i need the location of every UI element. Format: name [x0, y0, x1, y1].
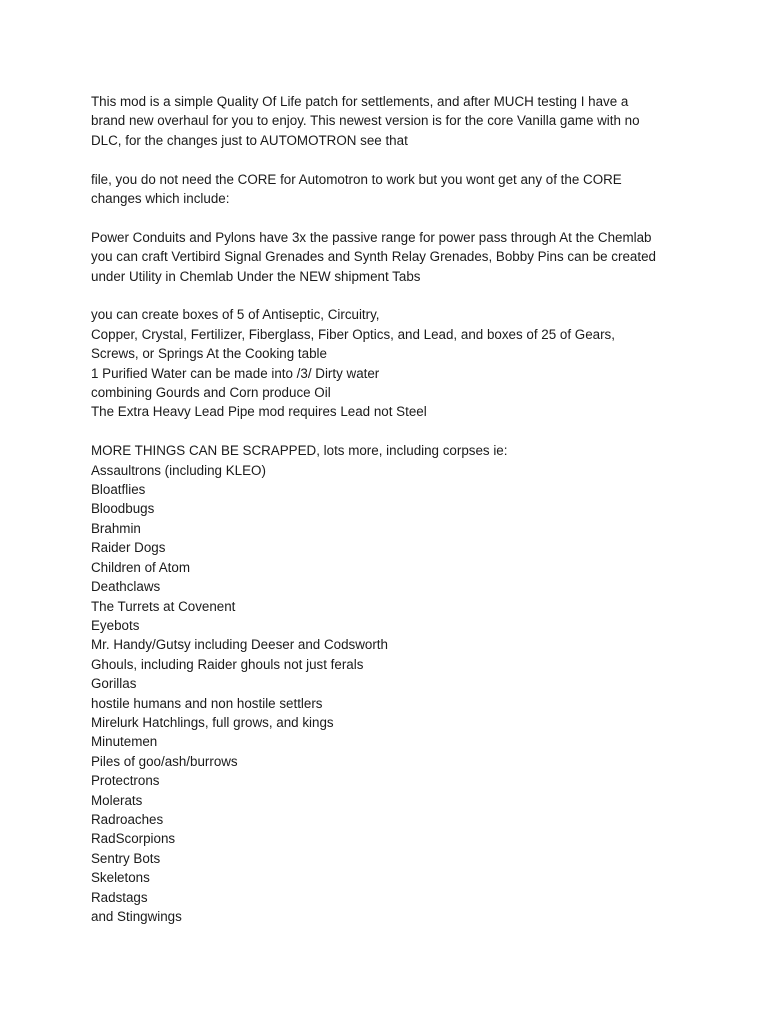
text-line: you can craft Vertibird Signal Grenades and Synth Relay Grenades, Bobby Pins can be created	[91, 249, 656, 265]
text-line: brand new overhaul for you to enjoy. This newest version is for the core Vanilla game with no	[91, 113, 640, 129]
list-item: Piles of goo/ash/burrows	[91, 753, 238, 769]
text-line: Power Conduits and Pylons have 3x the passive range for power pass through At the Chemlab	[91, 229, 652, 245]
text-line: you can create boxes of 5 of Antiseptic, Circuitry,	[91, 307, 380, 323]
list-item: Radroaches	[91, 811, 164, 827]
list-item: RadScorpions	[91, 831, 176, 847]
scrap-heading: MORE THINGS CAN BE SCRAPPED, lots more, including corpses ie:	[91, 443, 508, 459]
list-item: Molerats	[91, 792, 143, 808]
list-item: Children of Atom	[91, 559, 190, 575]
list-item: Brahmin	[91, 520, 141, 536]
core-paragraph	[91, 170, 691, 209]
list-item: Sentry Bots	[91, 850, 161, 866]
list-item: Ghouls, including Raider ghouls not just ferals	[91, 656, 364, 672]
text-line: under Utility in Chemlab Under the NEW shipment Tabs	[91, 268, 421, 284]
text-line: DLC, for the changes just to AUTOMOTRON see that	[91, 132, 408, 148]
text-line: combining Gourds and Corn produce Oil	[91, 385, 331, 401]
list-item: Eyebots	[91, 617, 140, 633]
list-item: Minutemen	[91, 734, 158, 750]
list-item: The Turrets at Covenent	[91, 598, 236, 614]
list-item: Assaultrons (including KLEO)	[91, 462, 266, 478]
text-line: Copper, Crystal, Fertilizer, Fiberglass, Fiber Optics, and Lead, and boxes of 25 of Gears,	[91, 326, 615, 342]
list-item: Skeletons	[91, 870, 150, 886]
list-item: Bloodbugs	[91, 501, 155, 517]
scrap-section	[91, 441, 691, 926]
list-item: Bloatflies	[91, 482, 146, 498]
list-item: Deathclaws	[91, 579, 161, 595]
text-line: file, you do not need the CORE for Automotron to work but you wont get any of the CORE	[91, 171, 622, 187]
list-item: Protectrons	[91, 773, 160, 789]
list-item: Radstags	[91, 889, 148, 905]
document-body	[91, 92, 691, 946]
list-item: Gorillas	[91, 676, 137, 692]
list-item: and Stingwings	[91, 909, 182, 924]
text-line: The Extra Heavy Lead Pipe mod requires Lead not Steel	[91, 404, 427, 420]
text-line: This mod is a simple Quality Of Life patch for settlements, and after MUCH testing I have a	[91, 94, 629, 109]
list-item: hostile humans and non hostile settlers	[91, 695, 323, 711]
boxes-paragraph	[91, 305, 691, 421]
intro-paragraph	[91, 92, 691, 150]
text-line: changes which include:	[91, 191, 230, 207]
text-line: 1 Purified Water can be made into /3/ Dirty water	[91, 365, 380, 381]
list-item: Raider Dogs	[91, 540, 166, 556]
list-item: Mr. Handy/Gutsy including Deeser and Codsworth	[91, 637, 388, 653]
scrap-list	[91, 461, 691, 927]
power-paragraph	[91, 228, 691, 286]
list-item: Mirelurk Hatchlings, full grows, and kings	[91, 714, 334, 730]
text-line: Screws, or Springs At the Cooking table	[91, 346, 327, 362]
